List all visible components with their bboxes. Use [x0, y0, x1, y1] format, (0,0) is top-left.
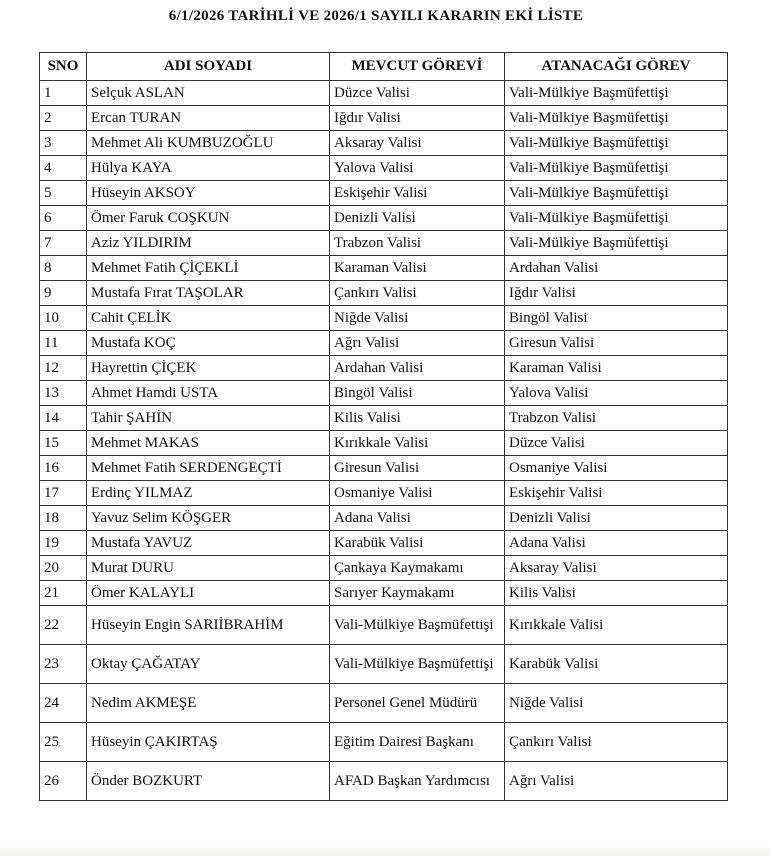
- table-row: [40, 531, 728, 556]
- page-bottom-edge: [0, 846, 770, 856]
- cell-current-role: Ağrı Valisi: [330, 331, 505, 356]
- cell-new-role: Vali-Mülkiye Başmüfettişi: [505, 156, 728, 181]
- cell-current-role: Vali-Mülkiye Başmüfettişi: [330, 645, 505, 684]
- cell-sno: 19: [40, 531, 87, 556]
- cell-sno: 9: [40, 281, 87, 306]
- cell-name: Mehmet MAKAS: [87, 431, 330, 456]
- cell-sno: 1: [40, 81, 87, 106]
- table-row: [40, 306, 728, 331]
- table-row: [40, 156, 728, 181]
- cell-current-role: Karaman Valisi: [330, 256, 505, 281]
- cell-sno: 3: [40, 131, 87, 156]
- cell-sno: 24: [40, 684, 87, 723]
- cell-name: Hüseyin AKSOY: [87, 181, 330, 206]
- cell-current-role: Eğitim Dairesi Başkanı: [330, 723, 505, 762]
- table-row: [40, 181, 728, 206]
- table-row: [40, 106, 728, 131]
- cell-new-role: Vali-Mülkiye Başmüfettişi: [505, 181, 728, 206]
- cell-new-role: Vali-Mülkiye Başmüfettişi: [505, 81, 728, 106]
- cell-current-role: Eskişehir Valisi: [330, 181, 505, 206]
- header-new-role: ATANACAĞI GÖREV: [505, 53, 728, 81]
- cell-sno: 12: [40, 356, 87, 381]
- cell-current-role: Kırıkkale Valisi: [330, 431, 505, 456]
- cell-current-role: Yalova Valisi: [330, 156, 505, 181]
- cell-new-role: Vali-Mülkiye Başmüfettişi: [505, 131, 728, 156]
- cell-sno: 16: [40, 456, 87, 481]
- cell-current-role: Giresun Valisi: [330, 456, 505, 481]
- cell-new-role: Adana Valisi: [505, 531, 728, 556]
- table-row: [40, 481, 728, 506]
- cell-current-role: AFAD Başkan Yardımcısı: [330, 762, 505, 801]
- cell-current-role: Denizli Valisi: [330, 206, 505, 231]
- table-row: [40, 606, 728, 645]
- cell-current-role: Sarıyer Kaymakamı: [330, 581, 505, 606]
- table-row: [40, 506, 728, 531]
- document-title: 6/1/2026 TARİHLİ VE 2026/1 SAYILI KARARIN EKİ LİSTE: [168, 8, 584, 24]
- cell-new-role: Çankırı Valisi: [505, 723, 728, 762]
- table-row: [40, 431, 728, 456]
- cell-sno: 18: [40, 506, 87, 531]
- cell-new-role: Osmaniye Valisi: [505, 456, 728, 481]
- cell-sno: 6: [40, 206, 87, 231]
- cell-sno: 13: [40, 381, 87, 406]
- cell-current-role: Osmaniye Valisi: [330, 481, 505, 506]
- header-sno: SNO: [40, 53, 87, 81]
- cell-current-role: Kilis Valisi: [330, 406, 505, 431]
- cell-current-role: Trabzon Valisi: [330, 231, 505, 256]
- table-row: [40, 331, 728, 356]
- cell-sno: 8: [40, 256, 87, 281]
- header-current-role: MEVCUT GÖREVİ: [330, 53, 505, 81]
- cell-new-role: Aksaray Valisi: [505, 556, 728, 581]
- cell-sno: 11: [40, 331, 87, 356]
- cell-new-role: Iğdır Valisi: [505, 281, 728, 306]
- cell-new-role: Vali-Mülkiye Başmüfettişi: [505, 106, 728, 131]
- cell-name: Mustafa YAVUZ: [87, 531, 330, 556]
- cell-name: Selçuk ASLAN: [87, 81, 330, 106]
- table-row: [40, 256, 728, 281]
- table-body: [40, 81, 728, 801]
- cell-name: Erdinç YILMAZ: [87, 481, 330, 506]
- cell-new-role: Eskişehir Valisi: [505, 481, 728, 506]
- cell-sno: 15: [40, 431, 87, 456]
- table-row: [40, 406, 728, 431]
- cell-name: Aziz YILDIRIM: [87, 231, 330, 256]
- cell-sno: 22: [40, 606, 87, 645]
- cell-name: Murat DURU: [87, 556, 330, 581]
- table-row: [40, 356, 728, 381]
- table-row: [40, 206, 728, 231]
- cell-current-role: Adana Valisi: [330, 506, 505, 531]
- table-row: [40, 762, 728, 801]
- cell-name: Önder BOZKURT: [87, 762, 330, 801]
- table-row: [40, 556, 728, 581]
- cell-sno: 14: [40, 406, 87, 431]
- cell-new-role: Niğde Valisi: [505, 684, 728, 723]
- cell-sno: 21: [40, 581, 87, 606]
- cell-sno: 2: [40, 106, 87, 131]
- cell-current-role: Ardahan Valisi: [330, 356, 505, 381]
- cell-name: Ahmet Hamdi USTA: [87, 381, 330, 406]
- cell-new-role: Düzce Valisi: [505, 431, 728, 456]
- cell-current-role: Aksaray Valisi: [330, 131, 505, 156]
- cell-current-role: Düzce Valisi: [330, 81, 505, 106]
- cell-new-role: Bingöl Valisi: [505, 306, 728, 331]
- cell-name: Hülya KAYA: [87, 156, 330, 181]
- appointment-table: [39, 52, 728, 801]
- cell-name: Yavuz Selim KÖŞGER: [87, 506, 330, 531]
- table-row: [40, 456, 728, 481]
- cell-new-role: Ardahan Valisi: [505, 256, 728, 281]
- cell-sno: 17: [40, 481, 87, 506]
- cell-current-role: Iğdır Valisi: [330, 106, 505, 131]
- table-row: [40, 645, 728, 684]
- cell-name: Oktay ÇAĞATAY: [87, 645, 330, 684]
- table-header-row: [40, 53, 728, 81]
- cell-new-role: Karabük Valisi: [505, 645, 728, 684]
- table-row: [40, 581, 728, 606]
- cell-sno: 25: [40, 723, 87, 762]
- cell-name: Mustafa KOÇ: [87, 331, 330, 356]
- table-row: [40, 231, 728, 256]
- cell-name: Hüseyin ÇAKIRTAŞ: [87, 723, 330, 762]
- cell-new-role: Vali-Mülkiye Başmüfettişi: [505, 206, 728, 231]
- table-row: [40, 723, 728, 762]
- cell-name: Nedim AKMEŞE: [87, 684, 330, 723]
- cell-new-role: Ağrı Valisi: [505, 762, 728, 801]
- cell-current-role: Çankaya Kaymakamı: [330, 556, 505, 581]
- cell-name: Ömer KALAYLI: [87, 581, 330, 606]
- cell-new-role: Denizli Valisi: [505, 506, 728, 531]
- cell-name: Hüseyin Engin SARIİBRAHİM: [87, 606, 330, 645]
- header-name: ADI SOYADI: [87, 53, 330, 81]
- cell-sno: 7: [40, 231, 87, 256]
- table-row: [40, 381, 728, 406]
- cell-new-role: Karaman Valisi: [505, 356, 728, 381]
- cell-current-role: Çankırı Valisi: [330, 281, 505, 306]
- table-row: [40, 131, 728, 156]
- cell-new-role: Kilis Valisi: [505, 581, 728, 606]
- cell-name: Hayrettin ÇİÇEK: [87, 356, 330, 381]
- cell-new-role: Yalova Valisi: [505, 381, 728, 406]
- cell-new-role: Giresun Valisi: [505, 331, 728, 356]
- table-row: [40, 281, 728, 306]
- cell-new-role: Vali-Mülkiye Başmüfettişi: [505, 231, 728, 256]
- cell-current-role: Bingöl Valisi: [330, 381, 505, 406]
- cell-name: Ercan TURAN: [87, 106, 330, 131]
- cell-sno: 4: [40, 156, 87, 181]
- cell-new-role: Kırıkkale Valisi: [505, 606, 728, 645]
- cell-sno: 23: [40, 645, 87, 684]
- cell-sno: 20: [40, 556, 87, 581]
- cell-sno: 5: [40, 181, 87, 206]
- cell-name: Mehmet Ali KUMBUZOĞLU: [87, 131, 330, 156]
- cell-current-role: Vali-Mülkiye Başmüfettişi: [330, 606, 505, 645]
- cell-current-role: Niğde Valisi: [330, 306, 505, 331]
- cell-sno: 26: [40, 762, 87, 801]
- cell-current-role: Karabük Valisi: [330, 531, 505, 556]
- cell-name: Mehmet Fatih ÇİÇEKLİ: [87, 256, 330, 281]
- cell-name: Mustafa Fırat TAŞOLAR: [87, 281, 330, 306]
- cell-current-role: Personel Genel Müdürü: [330, 684, 505, 723]
- cell-sno: 10: [40, 306, 87, 331]
- cell-name: Ömer Faruk COŞKUN: [87, 206, 330, 231]
- cell-name: Mehmet Fatih SERDENGEÇTİ: [87, 456, 330, 481]
- table-row: [40, 81, 728, 106]
- cell-name: Cahit ÇELİK: [87, 306, 330, 331]
- table-row: [40, 684, 728, 723]
- cell-name: Tahir ŞAHİN: [87, 406, 330, 431]
- cell-new-role: Trabzon Valisi: [505, 406, 728, 431]
